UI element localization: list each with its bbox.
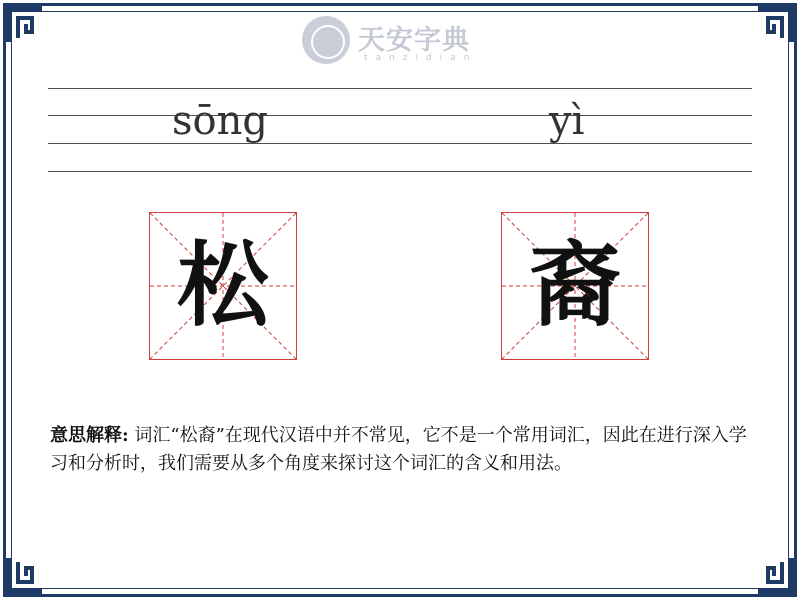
character-2: 裔 <box>528 232 621 339</box>
character-1: 松 <box>176 232 269 339</box>
meaning-text: 词汇“松裔”在现代汉语中并不常见，它不是一个常用词汇，因此在进行深入学习和分析时，我们需要从多个角度来探讨这个词汇的含义和用法。 <box>50 425 747 474</box>
character-box-1 <box>149 212 297 360</box>
logo-seal-icon <box>302 16 350 64</box>
logo-title: 天安字典 <box>358 25 470 56</box>
corner-ornament-icon <box>4 4 44 44</box>
logo-subtitle: tanzidian <box>364 53 478 63</box>
corner-ornament-icon <box>756 4 796 44</box>
character-box-2 <box>501 212 649 360</box>
pinyin-1: sōng <box>172 98 268 144</box>
corner-ornament-icon <box>756 556 796 596</box>
site-logo <box>302 16 502 68</box>
pinyin-2: yì <box>549 98 585 144</box>
pinyin-ruled-lines <box>48 88 752 172</box>
meaning-label: 意思解释: <box>50 425 129 446</box>
corner-ornament-icon <box>4 556 44 596</box>
meaning-paragraph <box>50 422 750 478</box>
